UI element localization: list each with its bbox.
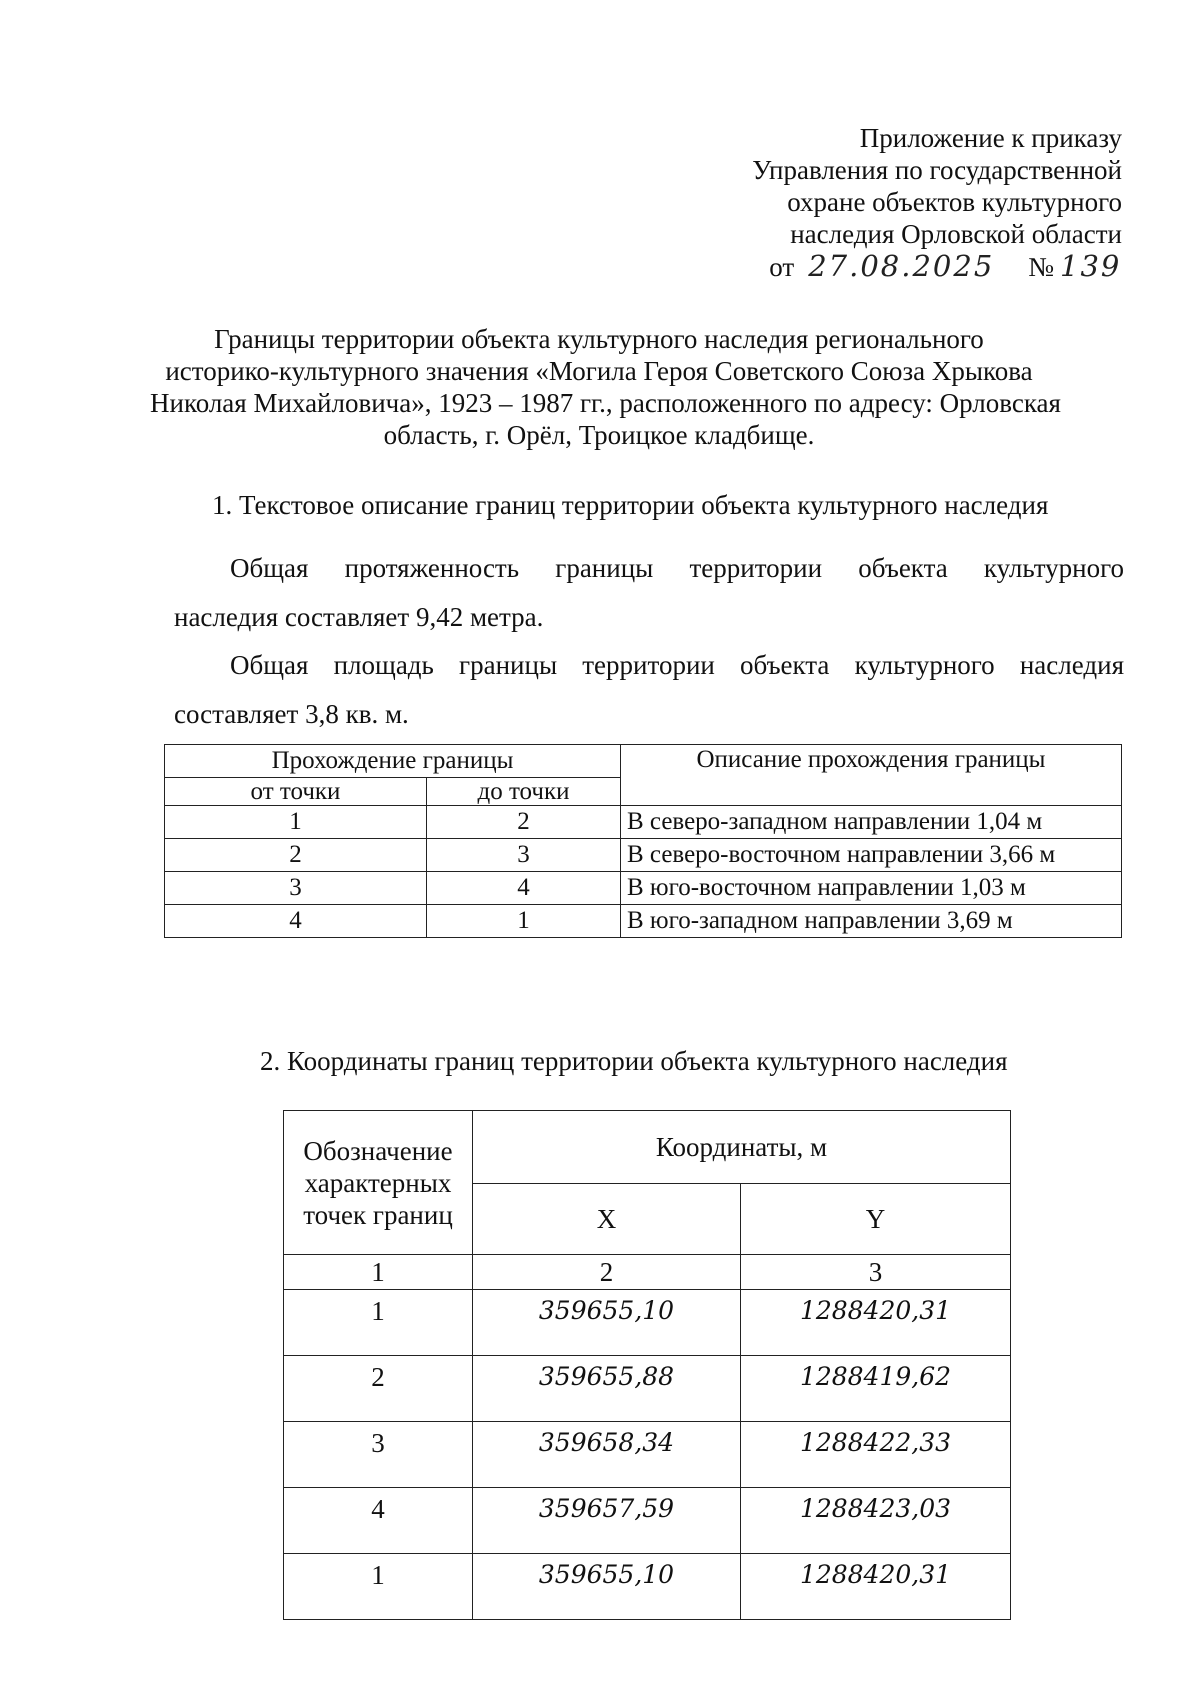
header-designation: Обозначение характерных точек границ bbox=[284, 1111, 473, 1255]
paragraph-line: наследия составляет 9,42 метра. bbox=[174, 602, 544, 632]
cell-y: 1288422,33 bbox=[741, 1422, 1011, 1488]
cell-from: 1 bbox=[165, 806, 427, 839]
cell-to: 4 bbox=[427, 872, 621, 905]
cell-description: В юго-западном направлении 3,69 м bbox=[621, 905, 1122, 938]
header-y: Y bbox=[741, 1184, 1011, 1255]
column-index: 3 bbox=[741, 1255, 1011, 1290]
header-coordinates: Координаты, м bbox=[473, 1111, 1011, 1184]
title-line: область, г. Орёл, Троицкое кладбище. bbox=[383, 420, 815, 450]
header-x: X bbox=[473, 1184, 741, 1255]
cell-to: 2 bbox=[427, 806, 621, 839]
cell-point: 1 bbox=[284, 1290, 473, 1356]
appendix-line: Приложение к приказу bbox=[859, 123, 1122, 153]
table-row bbox=[165, 839, 1122, 872]
boundary-area-paragraph bbox=[174, 650, 1124, 730]
section2-heading: 2. Координаты границ территории объекта культурного наследия bbox=[260, 1046, 1008, 1076]
table-header-row bbox=[284, 1111, 1011, 1184]
boundary-length-paragraph bbox=[174, 553, 1124, 633]
appendix-line: охране объектов культурного bbox=[787, 187, 1122, 217]
cell-point: 4 bbox=[284, 1488, 473, 1554]
cell-point: 2 bbox=[284, 1356, 473, 1422]
table-header-row bbox=[165, 745, 1122, 778]
table-row bbox=[284, 1356, 1011, 1422]
title-line: Николая Михайловича», 1923 – 1987 гг., расположенного по адресу: Орловская bbox=[150, 388, 1061, 418]
cell-from: 4 bbox=[165, 905, 427, 938]
handwritten-order-number: 139 bbox=[1060, 249, 1122, 283]
title-line: Границы территории объекта культурного наследия регионального bbox=[214, 324, 984, 354]
header-description: Описание прохождения границы bbox=[621, 745, 1122, 806]
handwritten-date: 27.08.2025 bbox=[808, 249, 995, 283]
cell-x: 359658,34 bbox=[473, 1422, 741, 1488]
cell-x: 359657,59 bbox=[473, 1488, 741, 1554]
cell-description: В северо-западном направлении 1,04 м bbox=[621, 806, 1122, 839]
cell-description: В юго-восточном направлении 1,03 м bbox=[621, 872, 1122, 905]
paragraph-line: Общая протяженность границы территории объекта культурного bbox=[230, 553, 1124, 583]
appendix-line: наследия Орловской области bbox=[790, 219, 1122, 249]
coordinates-table bbox=[283, 1110, 1011, 1620]
header-from-point: от точки bbox=[165, 778, 427, 806]
column-index: 1 bbox=[284, 1255, 473, 1290]
appendix-header bbox=[752, 122, 1122, 283]
cell-to: 3 bbox=[427, 839, 621, 872]
cell-y: 1288419,62 bbox=[741, 1356, 1011, 1422]
cell-from: 3 bbox=[165, 872, 427, 905]
date-prefix: от bbox=[769, 252, 795, 282]
order-date-number-line bbox=[752, 250, 1122, 283]
column-index-row bbox=[284, 1255, 1011, 1290]
cell-y: 1288420,31 bbox=[741, 1554, 1011, 1620]
cell-x: 359655,10 bbox=[473, 1554, 741, 1620]
table-row bbox=[284, 1290, 1011, 1356]
table-row bbox=[165, 806, 1122, 839]
cell-from: 2 bbox=[165, 839, 427, 872]
section1-heading: 1. Текстовое описание границ территории объекта культурного наследия bbox=[212, 490, 1049, 520]
paragraph-line: Общая площадь границы территории объекта культурного наследия bbox=[230, 650, 1124, 680]
cell-to: 1 bbox=[427, 905, 621, 938]
cell-point: 1 bbox=[284, 1554, 473, 1620]
cell-description: В северо-восточном направлении 3,66 м bbox=[621, 839, 1122, 872]
table-row bbox=[284, 1554, 1011, 1620]
boundary-passage-table bbox=[164, 744, 1122, 938]
table-row bbox=[165, 905, 1122, 938]
title-line: историко-культурного значения «Могила Героя Советского Союза Хрыкова bbox=[165, 356, 1033, 386]
paragraph-line: составляет 3,8 кв. м. bbox=[174, 699, 409, 729]
table-row bbox=[284, 1422, 1011, 1488]
appendix-line: Управления по государственной bbox=[752, 155, 1122, 185]
document-title bbox=[150, 323, 1061, 451]
header-to-point: до точки bbox=[427, 778, 621, 806]
table-row bbox=[165, 872, 1122, 905]
table-row bbox=[284, 1488, 1011, 1554]
cell-point: 3 bbox=[284, 1422, 473, 1488]
number-sign: № bbox=[1028, 252, 1054, 282]
cell-y: 1288423,03 bbox=[741, 1488, 1011, 1554]
column-index: 2 bbox=[473, 1255, 741, 1290]
header-passage: Прохождение границы bbox=[165, 745, 621, 778]
cell-y: 1288420,31 bbox=[741, 1290, 1011, 1356]
cell-x: 359655,88 bbox=[473, 1356, 741, 1422]
cell-x: 359655,10 bbox=[473, 1290, 741, 1356]
